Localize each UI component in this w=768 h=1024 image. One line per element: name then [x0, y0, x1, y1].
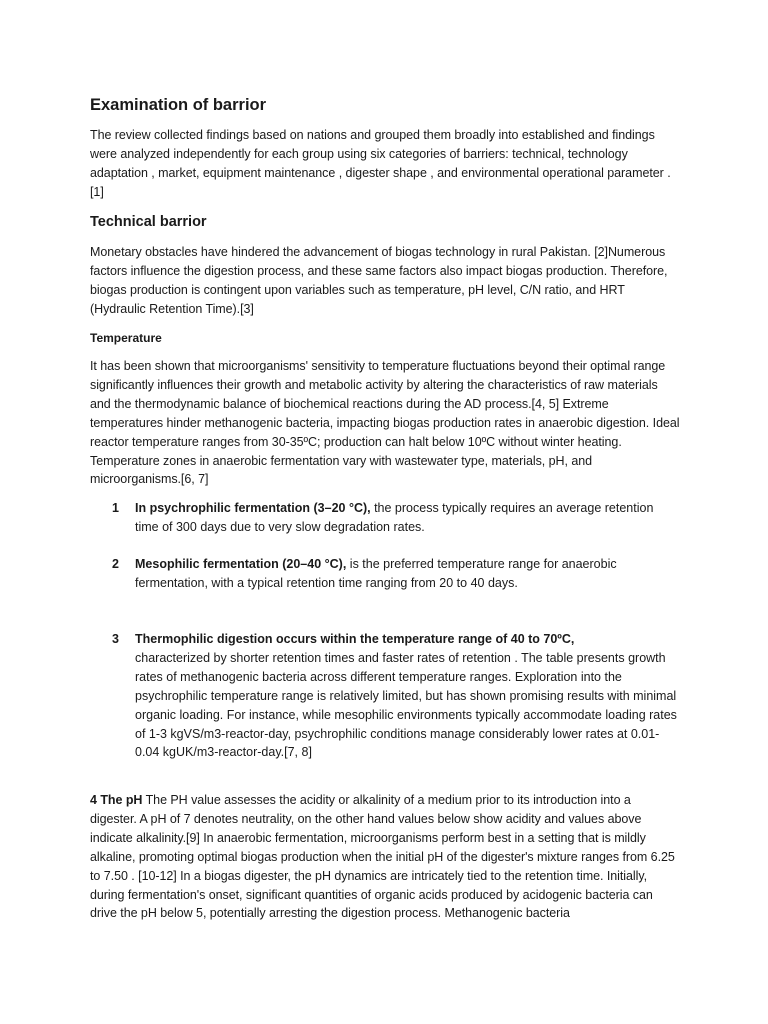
- temperature-paragraph: It has been shown that microorganisms' sensitivity to temperature fluctuations beyond their optimal range significantly influences their growth and metabolic activity by altering the characteristics of raw materials and the thermodynamic balance of biochemical reactions during the AD process.[4, 5] Extreme temperatures hinder methanogenic bacteria, impacting biogas production rates in anaerobic digestion. Ideal reactor temperature ranges from 30-35ºC; production can halt below 10ºC without winter heating. Temperature zones in anaerobic fermentation vary with wastewater type, materials, pH, and microorganisms.[6, 7]: [90, 359, 680, 487]
- heading-technical-barrior: Technical barrior: [90, 214, 207, 230]
- list-item-bold-lead: Thermophilic digestion occurs within the temperature range of 40 to 70ºC,: [135, 632, 575, 646]
- intro-paragraph: The review collected findings based on nations and grouped them broadly into established and findings were analyzed independently for each group using six categories of barriers: technical, technology adaptation , market, equipment maintenance , digester shape , and environmental operational parameter .[1]: [90, 128, 671, 199]
- heading-examination-of-barrior: Examination of barrior: [90, 96, 267, 114]
- list-number: 1: [112, 501, 119, 515]
- heading-temperature: Temperature: [90, 331, 162, 345]
- list-item-body: [135, 555, 680, 593]
- list-item-text: characterized by shorter retention times and faster rates of retention . The table presents growth rates of methanogenic bacteria across different temperature ranges. Exploration into the psychrophilic temperature range is relatively limited, but has shown promising results with minimal organic loading. For instance, while mesophilic environments typically accommodate loading rates of 1-3 kgVS/m3-reactor-day, psychrophilic conditions manage considerably lower rates at 0.01-0.04 kgUK/m3-reactor-day.[7, 8]: [135, 650, 677, 760]
- list-item-text: is the preferred temperature range for anaerobic fermentation, with a typical retention time ranging from 20 to 40 days.: [135, 557, 617, 590]
- list-item-text: the process typically requires an average retention time of 300 days due to very slow degradation rates.: [135, 501, 654, 534]
- technical-paragraph: Monetary obstacles have hindered the advancement of biogas technology in rural Pakistan. [2]Numerous factors influence the digestion process, and these same factors also impact biogas production. Therefore, biogas production is contingent upon variables such as temperature, pH level, C/N ratio, and HRT (Hydraulic Retention Time).[3]: [90, 245, 668, 316]
- list-item-bold-lead: In psychrophilic fermentation (3–20 °C),: [135, 501, 371, 515]
- ph-paragraph: [90, 791, 680, 923]
- list-item-body: [135, 499, 680, 537]
- ph-paragraph-text: The PH value assesses the acidity or alkalinity of a medium prior to its introduction into a digester. A pH of 7 denotes neutrality, on the other hand values below show acidity and values above indicate alkalinity.[9] In anaerobic fermentation, microorganisms perform best in a setting that is mildly alkaline, promoting optimal biogas production when the initial pH of the digester's mixture ranges from 6.25 to 7.50 . [10-12] In a biogas digester, the pH dynamics are intricately tied to the retention time. Initially, during fermentation's onset, significant quantities of organic acids produced by acidogenic bacteria can drive the pH below 5, potentially arresting the digestion process. Methanogenic bacteria: [90, 793, 675, 921]
- list-number: 2: [112, 557, 119, 571]
- ph-heading: 4 The pH: [90, 793, 143, 807]
- list-number: 3: [112, 632, 119, 646]
- list-item-bold-lead: Mesophilic fermentation (20–40 °C),: [135, 557, 347, 571]
- list-item-body: [135, 630, 680, 762]
